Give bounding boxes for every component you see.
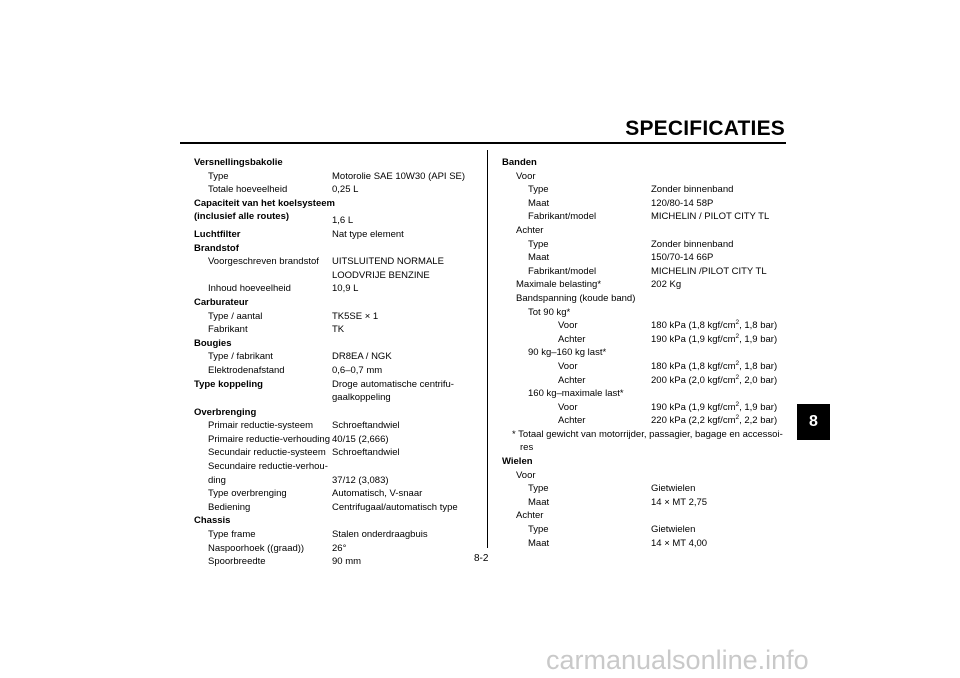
spec-row (194, 528, 479, 542)
spec-label: Maat (528, 496, 550, 508)
spec-label: Maximale belasting* (516, 279, 602, 291)
title-rule (180, 142, 786, 144)
spec-value: Nat type element (332, 228, 404, 240)
spec-value: 40/15 (2,666) (332, 433, 389, 445)
spec-row (502, 306, 792, 320)
spec-row (194, 391, 479, 405)
spec-label: Tot 90 kg* (528, 306, 571, 318)
spec-value: gaalkoppeling (332, 392, 391, 404)
spec-label: Maat (528, 197, 550, 209)
spec-row (502, 197, 792, 211)
spec-row (194, 433, 479, 447)
spec-row (502, 238, 792, 252)
spec-value: Gietwielen (651, 524, 696, 536)
spec-row (194, 310, 479, 324)
spec-row (502, 251, 792, 265)
spec-label: Naspoorhoek ((graad)) (208, 542, 305, 554)
spec-label: Voor (558, 320, 578, 332)
spec-label: Type (528, 483, 549, 495)
spec-label: ding (208, 474, 226, 486)
page-number: 8-2 (474, 553, 489, 564)
spec-value: Automatisch, V-snaar (332, 488, 423, 500)
section-heading: Banden (502, 157, 537, 168)
spec-row (194, 487, 479, 501)
section-heading: Luchtfilter (194, 228, 241, 240)
spec-value: 190 kPa (1,9 kgf/$cm^2$, 1,9 bar) (651, 400, 778, 413)
section-heading: Wielen (502, 456, 533, 468)
spec-row (194, 255, 479, 269)
spec-label: Type / aantal (208, 310, 263, 322)
spec-label: Achter (558, 333, 586, 345)
spec-label: Secundaire reductie-verhou- (208, 461, 328, 473)
spec-value: Zonder binnenband (651, 184, 734, 196)
spec-label: Type (528, 524, 549, 536)
spec-value: 0,6–0,7 mm (332, 364, 383, 376)
spec-value: 0,25 L (332, 184, 359, 196)
spec-row (194, 323, 479, 337)
spec-label: Voor (516, 469, 536, 481)
spec-value: MICHELIN /PILOT CITY TL (651, 265, 767, 277)
spec-row (194, 170, 479, 184)
spec-value: 202 Kg (651, 279, 682, 291)
spec-label: Fabrikant (208, 324, 248, 336)
spec-label: Achter (516, 224, 544, 236)
spec-row (502, 401, 792, 415)
spec-value: 37/12 (3,083) (332, 474, 389, 486)
spec-label: Fabrikant/model (528, 265, 597, 277)
spec-row (194, 460, 479, 474)
spec-row (194, 228, 479, 242)
section-heading: Chassis (194, 515, 231, 527)
spec-label: Secundair reductie-systeem (208, 447, 326, 459)
spec-value: 1,6 L (332, 215, 354, 227)
section-heading: Brandstof (194, 242, 239, 254)
section-heading: Bougies (194, 337, 232, 349)
spec-value: 14 × MT 4,00 (651, 537, 708, 549)
spec-value: Centrifugaal/automatisch type (332, 501, 458, 513)
spec-label: Type (208, 170, 229, 182)
spec-label: Inhoud hoeveelheid (208, 283, 291, 295)
footnote: * Totaal gewicht van motorrijder, passagier, bagage en accessoi-res (512, 428, 783, 454)
spec-value: 180 kPa (1,8 kgf/$cm^2$, 1,8 bar) (651, 319, 778, 332)
spec-row (194, 269, 479, 283)
spec-row (194, 446, 479, 460)
spec-label: Voor (516, 170, 536, 182)
spec-label: 160 kg–maximale last* (528, 388, 624, 400)
spec-label: Maat (528, 252, 550, 264)
spec-value: 150/70-14 66P (651, 252, 714, 264)
spec-value: 26° (332, 542, 347, 554)
spec-value: 190 kPa (1,9 kgf/$cm^2$, 1,9 bar) (651, 332, 778, 345)
spec-row (194, 419, 479, 433)
spec-row (502, 333, 792, 347)
spec-value: Zonder binnenband (651, 238, 734, 250)
spec-value: 220 kPa (2,2 kgf/$cm^2$, 2,2 bar) (651, 414, 778, 427)
spec-value: Droge automatische centrifu- (332, 378, 454, 390)
spec-row (194, 542, 479, 556)
spec-value: 10,9 L (332, 283, 359, 295)
column-divider (487, 150, 488, 548)
spec-row (502, 469, 792, 483)
spec-value: Schroeftandwiel (332, 447, 400, 459)
spec-row (502, 374, 792, 388)
spec-row (502, 414, 792, 428)
spec-row (502, 319, 792, 333)
spec-row (194, 350, 479, 364)
spec-label: Bediening (208, 501, 251, 513)
spec-value: UITSLUITEND NORMALE (332, 256, 444, 268)
spec-value: Gietwielen (651, 483, 696, 495)
spec-value: TK (332, 324, 345, 336)
spec-label: Type overbrenging (208, 488, 287, 500)
spec-value: TK5SE × 1 (332, 310, 379, 322)
spec-row (502, 292, 792, 306)
chapter-tab: 8 (797, 404, 830, 440)
spec-row (194, 501, 479, 515)
spec-label: Bandspanning (koude band) (516, 292, 636, 304)
spec-value: LOODVRIJE BENZINE (332, 269, 430, 281)
section-heading: Capaciteit van het koelsysteem (194, 197, 335, 209)
spec-row (502, 278, 792, 292)
spec-label: Type (528, 184, 549, 196)
spec-label: Fabrikant/model (528, 211, 597, 223)
spec-row (502, 482, 792, 496)
spec-value: 200 kPa (2,0 kgf/$cm^2$, 2,0 bar) (651, 373, 778, 386)
spec-label: Elektrodenafstand (208, 364, 285, 376)
spec-label: Voor (558, 401, 578, 413)
spec-value: Schroeftandwiel (332, 420, 400, 432)
spec-row (194, 474, 479, 488)
spec-row (502, 360, 792, 374)
spec-row (502, 210, 792, 224)
spec-label: Type frame (208, 529, 256, 541)
spec-label: Spoorbreedte (208, 556, 266, 568)
spec-label: Type / fabrikant (208, 351, 273, 363)
spec-value: Motorolie SAE 10W30 (API SE) (332, 170, 466, 182)
spec-row (502, 537, 792, 551)
section-heading: Versnellingsbakolie (194, 157, 283, 168)
spec-row (502, 170, 792, 184)
spec-value: Stalen onderdraagbuis (332, 529, 428, 541)
spec-row (502, 496, 792, 510)
spec-row (502, 265, 792, 279)
spec-label: Maat (528, 537, 550, 549)
spec-row (502, 346, 792, 360)
spec-value: MICHELIN / PILOT CITY TL (651, 211, 770, 223)
spec-row (194, 378, 479, 392)
spec-value: 90 mm (332, 556, 362, 568)
spec-label: Achter (516, 510, 544, 522)
spec-value: DR8EA / NGK (332, 351, 392, 363)
section-heading: Overbrenging (194, 406, 257, 418)
spec-row (194, 210, 479, 227)
spec-row (194, 282, 479, 296)
section-heading: Type koppeling (194, 378, 263, 390)
right-column (502, 156, 792, 550)
watermark: carmanualsonline.info (546, 645, 809, 675)
spec-label: Primaire reductie-verhouding (208, 433, 330, 445)
spec-label: Voor (558, 360, 578, 372)
spec-row (502, 387, 792, 401)
spec-row (502, 509, 792, 523)
left-column (194, 156, 479, 569)
spec-row (502, 224, 792, 238)
spec-label: Achter (558, 374, 586, 386)
spec-value: 120/80-14 58P (651, 197, 714, 209)
section-heading: (inclusief alle routes) (194, 211, 290, 223)
spec-value: 180 kPa (1,8 kgf/$cm^2$, 1,8 bar) (651, 359, 778, 372)
spec-row (194, 183, 479, 197)
page-title: SPECIFICATIES (625, 117, 785, 140)
spec-label: Achter (558, 415, 586, 427)
spec-row (502, 183, 792, 197)
spec-label: Primair reductie-systeem (208, 420, 314, 432)
spec-row (194, 555, 479, 569)
spec-row (502, 523, 792, 537)
section-heading: Carburateur (194, 296, 249, 308)
spec-row (194, 364, 479, 378)
spec-label: Type (528, 238, 549, 250)
spec-label: 90 kg–160 kg last* (528, 347, 607, 359)
spec-value: 14 × MT 2,75 (651, 496, 708, 508)
spec-label: Totale hoeveelheid (208, 184, 288, 196)
spec-label: Voorgeschreven brandstof (208, 256, 319, 268)
